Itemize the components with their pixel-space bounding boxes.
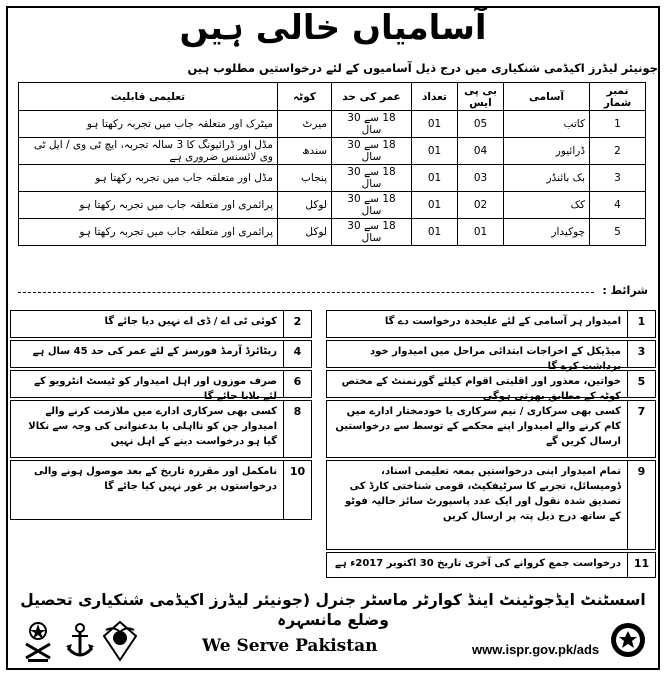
table-row bbox=[19, 192, 646, 219]
condition-number: 2 bbox=[283, 311, 311, 337]
condition-text: کسی بھی سرکاری ادارے میں ملازمت کرنے والے امیدوار جن کو نااہلی یا بدعنوانی کی وجہ سے نکالا گیا ہو درخواست دینے کے اہل نہیں bbox=[28, 406, 277, 447]
header-bps: بی پی ایس bbox=[458, 83, 504, 111]
headline: آسامیاں خالی ہیں bbox=[179, 8, 487, 48]
cell-age: 18 سے 30 سال bbox=[332, 192, 412, 219]
army-emblem-icon bbox=[18, 618, 58, 664]
cell-bps: 05 bbox=[458, 111, 504, 138]
header-qualification: تعلیمی قابلیت bbox=[19, 83, 278, 111]
cell-qualification: میٹرک اور متعلقہ جاب میں تجربہ رکھتا ہو bbox=[19, 111, 278, 138]
condition-number: 4 bbox=[283, 341, 311, 367]
cell-post: ڈرائیور bbox=[504, 138, 590, 165]
cell-bps: 03 bbox=[458, 165, 504, 192]
condition-item bbox=[326, 340, 656, 372]
cell-quota: میرٹ bbox=[278, 111, 332, 138]
cell-qualification: مڈل اور متعلقہ جاب میں تجربہ رکھتا ہو bbox=[19, 165, 278, 192]
cell-serial: 4 bbox=[590, 192, 646, 219]
divider bbox=[18, 292, 594, 293]
contact-address: اسسٹنٹ ایڈجوٹینٹ اینڈ کوارٹر ماسٹر جنرل (جونیئر لیڈرز اکیڈمی شنکیاری تحصیل وضلع مانسہرہ bbox=[20, 591, 646, 629]
posts-table bbox=[18, 82, 646, 246]
air-force-emblem-icon bbox=[100, 618, 140, 664]
website-link[interactable]: www.ispr.gov.pk/ads bbox=[472, 642, 600, 657]
cell-serial: 2 bbox=[590, 138, 646, 165]
cell-post: بک بائنڈر bbox=[504, 165, 590, 192]
condition-number: 7 bbox=[627, 401, 655, 457]
condition-text: تمام امیدوار اپنی درخواستیں بمعہ تعلیمی اسناد، ڈومیسائل، تجربے کا سرٹیفکیٹ، قومی شناختی کارڈ کی تصدیق شدہ نقول اور ایک عدد پاسپورٹ سائز حالیہ فوٹو کے ساتھ درج ذیل پتہ پر ارسال کریں bbox=[345, 466, 621, 522]
header-quota: کوٹہ bbox=[278, 83, 332, 111]
condition-text: میڈیکل کے اخراجات ابتدائی مراحل میں امیدوار خود برداشت کرے گا bbox=[370, 346, 621, 372]
condition-item bbox=[326, 370, 656, 402]
table-header-row bbox=[19, 83, 646, 111]
cell-quota: پنجاب bbox=[278, 165, 332, 192]
table-row bbox=[19, 219, 646, 246]
cell-quota: لوکل bbox=[278, 219, 332, 246]
table-row bbox=[19, 138, 646, 165]
condition-item bbox=[10, 310, 312, 338]
cell-age: 18 سے 30 سال bbox=[332, 111, 412, 138]
ispr-emblem-icon bbox=[608, 618, 648, 664]
cell-qualification: مڈل اور ڈرائیونگ کا 3 سالہ تجربہ، ایچ ٹی وی / ایل ٹی وی لائسنس ضروری ہے bbox=[19, 138, 278, 165]
cell-bps: 02 bbox=[458, 192, 504, 219]
cell-age: 18 سے 30 سال bbox=[332, 219, 412, 246]
condition-text: کسی بھی سرکاری / نیم سرکاری یا خودمختار ادارے میں کام کرنے والے امیدوار اپنے محکمے کے توسط سے درخواستیں ارسال کریں گے bbox=[335, 406, 621, 447]
condition-item bbox=[10, 460, 312, 520]
condition-text: نامکمل اور مقررہ تاریخ کے بعد موصول ہونے والی درخواستوں پر غور نہیں کیا جائے گا bbox=[33, 466, 277, 492]
condition-text: امیدوار ہر آسامی کے لئے علیحدہ درخواست دے گا bbox=[384, 316, 621, 327]
table-row bbox=[19, 111, 646, 138]
subheading: جونیئر لیڈرز اکیڈمی شنکیاری میں درج ذیل آسامیوں کے لئے درخواستیں مطلوب ہیں bbox=[187, 61, 658, 75]
condition-item bbox=[326, 460, 656, 550]
cell-post: چوکیدار bbox=[504, 219, 590, 246]
header-count: تعداد bbox=[412, 83, 458, 111]
navy-emblem-icon bbox=[60, 618, 100, 664]
condition-number: 9 bbox=[627, 461, 655, 549]
condition-text: درخواست جمع کروانے کی آخری تاریخ 30 اکتوبر 2017ء ہے bbox=[335, 558, 621, 569]
condition-text: صرف موزوں اور اہل امیدوار کو ٹیسٹ انٹرویو کے لئے بلایا جائے گا bbox=[34, 376, 277, 402]
condition-text: ریٹائرڈ آرمڈ فورسز کے لئے عمر کی حد 45 سال ہے bbox=[32, 346, 277, 357]
condition-item bbox=[326, 552, 656, 578]
cell-quota: لوکل bbox=[278, 192, 332, 219]
header-age: عمر کی حد bbox=[332, 83, 412, 111]
cell-post: کاتب bbox=[504, 111, 590, 138]
condition-item bbox=[10, 370, 312, 402]
cell-count: 01 bbox=[412, 165, 458, 192]
cell-serial: 1 bbox=[590, 111, 646, 138]
condition-number: 8 bbox=[283, 401, 311, 457]
cell-age: 18 سے 30 سال bbox=[332, 138, 412, 165]
motto: We Serve Pakistan bbox=[202, 636, 378, 656]
condition-number: 10 bbox=[283, 461, 311, 519]
condition-number: 5 bbox=[627, 371, 655, 397]
cell-qualification: پرائمری اور متعلقہ جاب میں تجربہ رکھتا ہو bbox=[19, 219, 278, 246]
cell-bps: 01 bbox=[458, 219, 504, 246]
cell-count: 01 bbox=[412, 138, 458, 165]
condition-text: کوئی ٹی اے / ڈی اے نہیں دیا جائے گا bbox=[104, 316, 277, 327]
cell-count: 01 bbox=[412, 192, 458, 219]
condition-item bbox=[326, 400, 656, 458]
condition-number: 3 bbox=[627, 341, 655, 367]
header-serial: نمبر شمار bbox=[590, 83, 646, 111]
condition-number: 11 bbox=[627, 553, 655, 577]
header-post: آسامی bbox=[504, 83, 590, 111]
cell-qualification: پرائمری اور متعلقہ جاب میں تجربہ رکھتا ہو bbox=[19, 192, 278, 219]
table-row bbox=[19, 165, 646, 192]
cell-quota: سندھ bbox=[278, 138, 332, 165]
cell-serial: 3 bbox=[590, 165, 646, 192]
cell-post: کک bbox=[504, 192, 590, 219]
cell-age: 18 سے 30 سال bbox=[332, 165, 412, 192]
condition-item bbox=[326, 310, 656, 338]
condition-number: 1 bbox=[627, 311, 655, 337]
cell-count: 01 bbox=[412, 219, 458, 246]
condition-number: 6 bbox=[283, 371, 311, 397]
cell-serial: 5 bbox=[590, 219, 646, 246]
condition-text: خواتین، معذور اور اقلیتی اقوام کیلئے گورنمنٹ کے مختص کوٹہ کے مطابق بھرتی ہوگی bbox=[341, 376, 621, 402]
cell-bps: 04 bbox=[458, 138, 504, 165]
cell-count: 01 bbox=[412, 111, 458, 138]
condition-item bbox=[10, 340, 312, 368]
conditions-title: شرائط : bbox=[602, 284, 648, 297]
condition-item bbox=[10, 400, 312, 458]
